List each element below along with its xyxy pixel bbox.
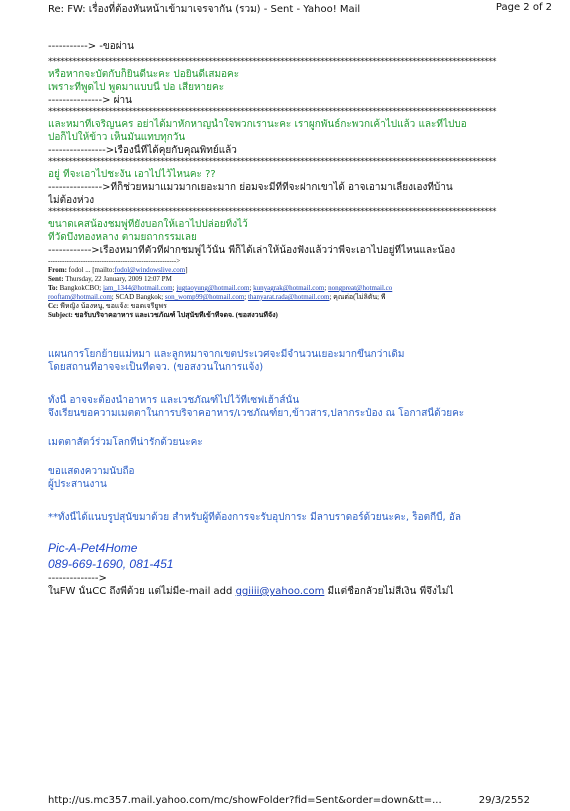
- separator: ****************************************************************************************************************: [48, 57, 496, 67]
- to-email-link[interactable]: son_womp99@hotmail.com: [164, 293, 245, 301]
- to-value: BangkokCBO;: [59, 284, 102, 292]
- signature-name: Pic-A-Pet4Home: [48, 541, 138, 555]
- to-email-link[interactable]: thanyarat.rada@hotmail.com: [247, 293, 330, 301]
- reply-line: --------------->ที่ก็ช่วยหมาแมวมากเยอะมาก ย่อมจะมีที่ที่จะฝากเขาได้ อาจเอามาเลี้ยงเองที่บ้าน: [48, 182, 453, 193]
- sent-value: Thursday, 22 January, 2009 12:07 PM: [65, 275, 172, 283]
- quote-line: ปอก็ไปให้ข้าว เห็นมันแทบทุกวัน: [48, 132, 186, 143]
- quote-line: หรือหากจะบัตกับก็ยินดีนะคะ ปอยินดีเสมอคะ: [48, 69, 240, 80]
- to-email-link[interactable]: rooftam@hotmail.com: [48, 293, 112, 301]
- signature-phone: 089-669-1690, 081-451: [48, 557, 174, 571]
- separator: ****************************************************************************************************************: [48, 207, 496, 217]
- reply-text: มีแต่ชื่อกลัวยไม่สีเงิน พี่จึงไม่ไ: [327, 586, 454, 597]
- to-value: SCAD Bangkok;: [115, 293, 164, 301]
- forward-header: From: fodol ... [mailto:fodol@windowslive.com] Sent: Thursday, 22 January, 2009 12:07 PM To: BangkokCBO; jam_1344@hotmail.com; jugtaoyung@hotmail.com; kunyagrak@hotmail.com; nongpreat@hotmail.co rooftam@hotmail.com; SCAD Bangkok; son_womp99@hotmail.com; thanyarat.rada@hotmail.com; คุณต่อ(ไม่ลิตัน; พี่ Cc: พี่หญิง น้องหนู, ขอแจ้ง: ขอดเจรียูพร Subject: ขอรับบริจาคอาหาร และเวชภัณฑ์ ไปสุนัขที่เข้าที่จดจ. (ขอสงวนที่จัง): [48, 266, 393, 319]
- to-value: คุณต่อ(ไม่ลิตัน; พี่: [333, 293, 386, 301]
- message-line: โดยสถานที่อาจจะเป็นที่ดจว. (ขอสงวนในการแจ้ง): [48, 362, 264, 373]
- page-url: http://us.mc357.mail.yahoo.com/mc/showFolder?fid=Sent&order=down&tt=...: [48, 795, 442, 806]
- message-line: ขอแสดงความนับถือ: [48, 466, 135, 477]
- page-title: Re: FW: เรื่องที่ต้องหันหน้าเข้ามาเจรจากัน (รวม) - Sent - Yahoo! Mail: [48, 4, 361, 15]
- reply-line: -----------> -ขอผ่าน: [48, 41, 135, 52]
- reply-line: -------------->: [48, 573, 107, 584]
- cc-value: พี่หญิง น้องหนู, ขอแจ้ง: ขอดเจรียูพร: [60, 302, 167, 310]
- arrow-line: ------------------------------------------------------->: [48, 257, 181, 265]
- message-line: **ทั้งนี้ได้แนบรูปสุนัขมาด้วย สำหรับผู้ที่ต้องการจะรับอุปการะ มีลาบราดอร์ด้วยนะคะ, ร็อตกีบี้, อัล: [48, 512, 462, 523]
- from-label: From:: [48, 266, 67, 274]
- email-body: [48, 40, 528, 598]
- to-label: To:: [48, 284, 58, 292]
- reply-line: ------------>เรื่องหมาที่ตัวที่ฝากชมพู่ไว้นั้น พี่ก็ได้เล่าให้น้องฟังแล้วว่าพี่จะเอาไปอยู่ที่ไหนและน้อง: [48, 245, 456, 256]
- reply-line: ไม่ต้องห่วง: [48, 195, 95, 206]
- from-value: fodol ... [mailto:: [68, 266, 115, 274]
- to-email-link[interactable]: nongpreat@hotmail.co: [328, 284, 393, 292]
- message-line: เมตตาสัตว์ร่วมโลกที่น่ารักด้วยนะคะ: [48, 437, 203, 448]
- from-bracket: ]: [185, 266, 188, 274]
- from-email-link[interactable]: fodol@windowslive.com: [114, 266, 186, 274]
- cc-label: Cc:: [48, 302, 59, 310]
- print-footer: [48, 795, 530, 809]
- reply-text: ในFW นั้นCC ถึงพี่ด้วย แต่ไม่มีe-mail add: [48, 586, 233, 597]
- to-email-link[interactable]: jugtaoyung@hotmail.com: [176, 284, 250, 292]
- reply-line: ---------------> ผ่าน: [48, 95, 132, 106]
- sent-label: Sent:: [48, 275, 64, 283]
- reply-line: [48, 585, 528, 598]
- message-line: ทั้งนี้ อาจจะต้องนำอาหาร และเวชภัณฑ์ไปไว้ที่เซฟเฮ้าส์นั้น: [48, 395, 300, 406]
- subject-label: Subject:: [48, 311, 73, 319]
- to-email-link[interactable]: jam_1344@hotmail.com: [102, 284, 173, 292]
- quote-line: เพราะที่พูดไป พูดมาแบบนี้ ปอ เสียหายคะ: [48, 82, 225, 93]
- message-line: แผนการโยกย้ายแม่หมา และลูกหมาจากเขตประเวศจะมีจำนวนเยอะมากขึ้นกว่าเดิม: [48, 349, 405, 360]
- reply-line: ---------------->เรื่องนี้ที่ได้คุยกับคุณพิทย์แล้ว: [48, 145, 237, 156]
- message-line: ผู้ประสานงาน: [48, 479, 107, 490]
- print-header: [0, 0, 570, 16]
- quote-line: ที่วัดบึงทองหลาง ตามยถากรรมเลย: [48, 232, 197, 243]
- separator: ****************************************************************************************************************: [48, 107, 496, 117]
- page-number: Page 2 of 2: [495, 2, 552, 13]
- quote-line: และหมาที่เจริญนคร อย่าได้มาหักหาญน้ำใจพวกเรานะคะ เราผูกพันธ์กะพวกเค้าไปแล้ว และที่ไปบอ: [48, 119, 467, 130]
- quote-line: ขนาดเคสน้องชมพู่ที่ยังบอกให้เอาไปปล่อยทิ้งไว้: [48, 219, 248, 230]
- subject-value: ขอรับบริจาคอาหาร และเวชภัณฑ์ ไปสุนัขที่เข้าที่จดจ. (ขอสงวนที่จัง): [74, 311, 278, 319]
- email-link[interactable]: ggiiii@yahoo.com: [235, 586, 325, 597]
- message-line: จึงเรียนขอความเมตตาในการบริจาคอาหาร/เวชภัณฑ์ยา,ข้าวสาร,ปลากระป๋อง ณ โอกาสนี้ด้วยคะ: [48, 408, 465, 419]
- quote-line: อยู่ ที่จะเอาไปชะงัน เอาไปไว้ไหนคะ ??: [48, 169, 216, 180]
- print-date: 29/3/2552: [478, 795, 530, 806]
- to-email-link[interactable]: kunyagrak@hotmail.com: [253, 284, 325, 292]
- separator: ****************************************************************************************************************: [48, 157, 496, 167]
